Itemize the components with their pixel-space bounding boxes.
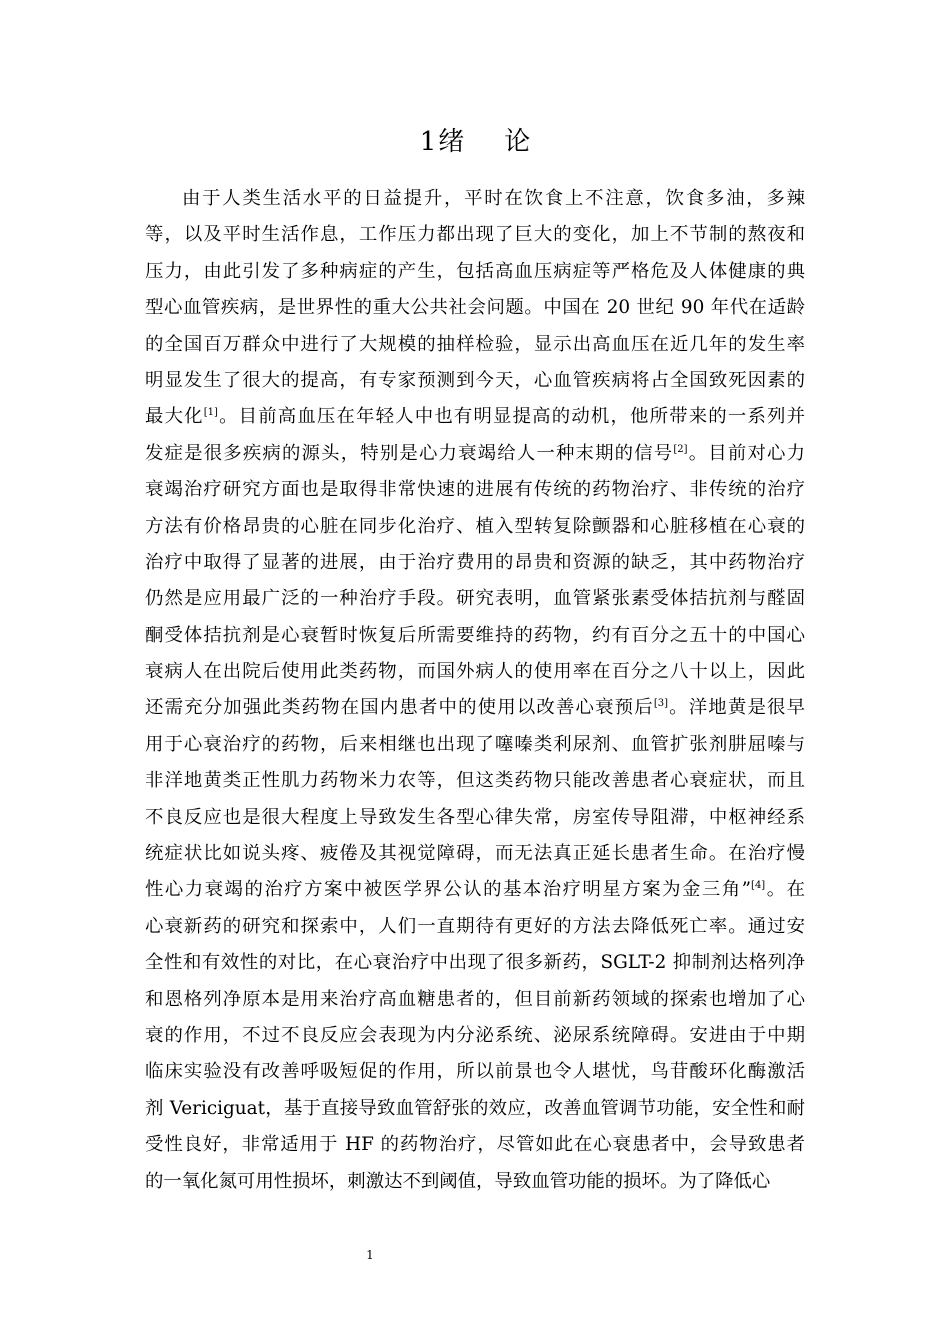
text-line: 的一氧化氮可用性损坏，刺激达不到阈值，导致血管功能的损坏。为了降低心 — [145, 1170, 771, 1192]
text-line — [145, 399, 805, 435]
text-segment: 还需充分加强此类药物在国内患者中的使用以改善心衰预后 — [145, 697, 654, 719]
text-line: 由于人类生活水平的日益提升，平时在饮食上不注意，饮食多油，多辣 — [182, 188, 805, 209]
text-line: 临床实验没有改善呼吸短促的作用，所以前景也令人堪忧，鸟苷酸环化酶激活 — [145, 1061, 805, 1083]
text-line: 明显发生了很大的提高，有专家预测到今天，心血管疾病将占全国致死因素的 — [145, 369, 805, 391]
text-segment: 发症是很多疾病的源头，特别是心力衰竭给人一种末期的信号 — [145, 442, 674, 464]
chapter-number: 1 — [419, 127, 437, 157]
chapter-title — [0, 124, 950, 160]
text-line: 用于心衰治疗的药物，后来相继也出现了噻嗪类利尿剂、血管扩张剂肼屈嗪与 — [145, 733, 805, 755]
chapter-title-char-2: 论 — [504, 127, 531, 157]
text-line: 统症状比如说头疼、疲倦及其视觉障碍，而无法真正延长患者生命。在治疗慢 — [145, 843, 805, 865]
text-line — [145, 690, 805, 726]
text-line: 剂 Vericiguat，基于直接导致血管舒张的效应，改善血管调节功能，安全性和耐 — [145, 1097, 805, 1119]
text-line: 衰的作用，不过不良反应会表现为内分泌系统、泌尿系统障碍。安进由于中期 — [145, 1024, 805, 1046]
citation-marker: [3] — [653, 698, 668, 710]
chapter-title-char-1: 绪 — [438, 127, 465, 157]
text-line: 和恩格列净原本是用来治疗高血糖患者的，但目前新药领域的探索也增加了心 — [145, 988, 805, 1010]
text-segment: 。在 — [765, 879, 805, 901]
text-line — [145, 872, 805, 908]
text-line: 等，以及平时生活作息，工作压力都出现了巨大的变化，加上不节制的熬夜和 — [145, 224, 805, 246]
citation-marker: [4] — [751, 880, 766, 892]
text-line: 型心血管疾病，是世界性的重大公共社会问题。中国在 20 世纪 90 年代在适龄 — [145, 297, 805, 319]
text-line: 受性良好，非常适用于 HF 的药物治疗，尽管如此在心衰患者中，会导致患者 — [145, 1134, 805, 1156]
text-segment: 。洋地黄是很早 — [667, 697, 805, 719]
text-segment: 。目前对心力 — [687, 442, 805, 464]
text-line: 治疗中取得了显著的进展，由于治疗费用的昂贵和资源的缺乏，其中药物治疗 — [145, 551, 805, 573]
text-line: 的全国百万群众中进行了大规模的抽样检验，显示出高血压在近几年的发生率 — [145, 333, 805, 355]
text-line: 衰竭治疗研究方面也是取得非常快速的进展有传统的药物治疗、非传统的治疗 — [145, 479, 805, 501]
page-number: 1 — [366, 1248, 374, 1262]
body-paragraph — [145, 181, 805, 1200]
text-line: 仍然是应用最广泛的一种治疗手段。研究表明，血管紧张素受体拮抗剂与醛固 — [145, 588, 805, 610]
citation-marker: [1] — [203, 407, 218, 419]
text-line — [145, 436, 805, 472]
text-segment: 最大化 — [145, 406, 204, 428]
text-line: 酮受体拮抗剂是心衰暂时恢复后所需要维持的药物，约有百分之五十的中国心 — [145, 624, 805, 646]
citation-marker: [2] — [673, 443, 688, 455]
text-line: 压力，由此引发了多种病症的产生，包括高血压病症等严格危及人体健康的典 — [145, 260, 805, 282]
text-line: 方法有价格昂贵的心脏在同步化治疗、植入型转复除颤器和心脏移植在心衰的 — [145, 515, 805, 537]
text-segment: 性心力衰竭的治疗方案中被医学界公认的基本治疗明星方案为金三角” — [145, 879, 752, 901]
text-line: 不良反应也是很大程度上导致发生各型心律失常，房室传导阻滞，中枢神经系 — [145, 806, 805, 828]
text-line: 非洋地黄类正性肌力药物米力农等，但这类药物只能改善患者心衰症状，而且 — [145, 770, 805, 792]
text-segment: 。目前高血压在年轻人中也有明显提高的动机，他所带来的一系列并 — [217, 406, 805, 428]
text-line: 心衰新药的研究和探索中，人们一直期待有更好的方法去降低死亡率。通过安 — [145, 915, 805, 937]
text-line: 全性和有效性的对比，在心衰治疗中出现了很多新药，SGLT-2 抑制剂达格列净 — [145, 952, 805, 974]
text-line: 衰病人在出院后使用此类药物，而国外病人的使用率在百分之八十以上，因此 — [145, 661, 805, 683]
